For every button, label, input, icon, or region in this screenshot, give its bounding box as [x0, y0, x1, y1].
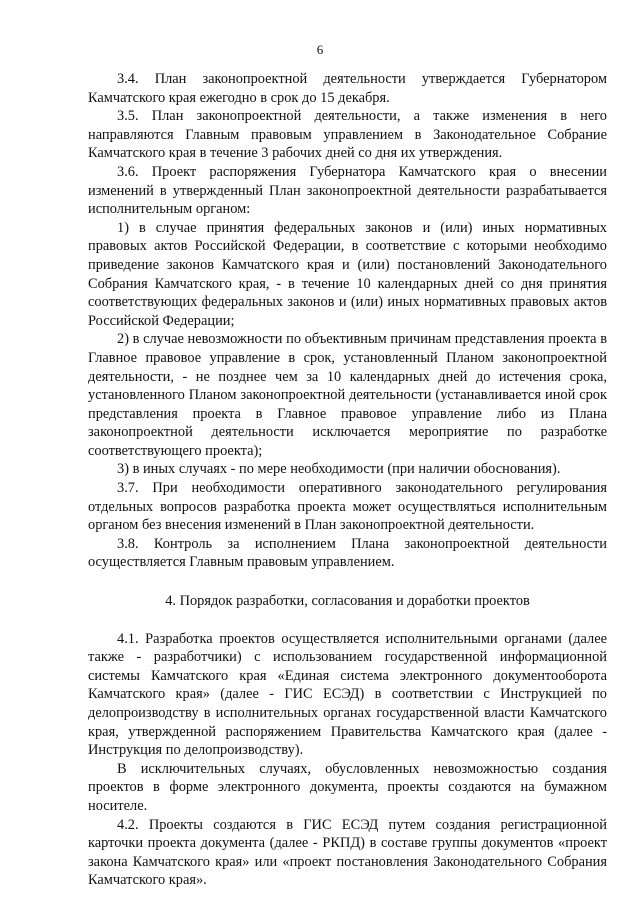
document-body: [88, 70, 607, 890]
paragraph-3-4: 3.4. План законопроектной деятельности утверждается Губернатором Камчатского края ежегодно в срок до 15 декабря.: [88, 71, 607, 106]
paragraph-4-1: 4.1. Разработка проектов осуществляется исполнительными органами (далее также - разработчики) с использованием государственной информационной системы Камчатского края «Единая система электронного документооборота Камчатского края» (далее - ГИС ЕСЭД) в соответствии с Инструкцией по делопроизводству в исполнительных органах государственной власти Камчатского края, утвержденной распоряжением Правительства Камчатского края (далее - Инструкция по делопроизводству).: [88, 630, 607, 759]
paragraph-3-6: 3.6. Проект распоряжения Губернатора Камчатского края о внесении изменений в утвержденный План законопроектной деятельности разрабатывается исполнительным органом:: [88, 163, 607, 218]
list-item-1: 1) в случае принятия федеральных законов и (или) иных нормативных правовых актов Российской Федерации, в соответствие с которыми необходимо приведение законов Камчатского края и (или) постановлений Законодательного Собрания Камчатского края, - в течение 10 календарных дней со дня принятия соответствующих федеральных законов и (или) иных нормативных правовых актов Российской Федерации;: [88, 219, 607, 329]
paragraph-3-8: 3.8. Контроль за исполнением Плана законопроектной деятельности осуществляется Главным правовым управлением.: [88, 535, 607, 571]
list-item-2: 2) в случае невозможности по объективным причинам представления проекта в Главное правовое управление в срок, установленный Планом законопроектной деятельности, - не позднее чем за 10 календарных дней до истечения срока, установленного Планом законопроектной деятельности (устанавливается иной срок представления проекта в Главное правовое управление либо из Плана законопроектной деятельности исключается мероприятие по разработке соответствующего проекта);: [88, 331, 607, 459]
list-item-3: 3) в иных случаях - по мере необходимости (при наличии обоснования).: [117, 461, 561, 478]
paragraph-4-2: 4.2. Проекты создаются в ГИС ЕСЭД путем создания регистрационной карточки проекта документа (далее - РКПД) в составе группы документов «проект закона Камчатского края» или «проект постановления Законодательного Собрания Камчатского края».: [88, 816, 607, 889]
section-4-heading: 4. Порядок разработки, согласования и доработки проектов: [165, 593, 530, 610]
page-number: 6: [316, 42, 324, 57]
paragraph-3-5: 3.5. План законопроектной деятельности, а также изменения в него направляются Главным правовым управлением в Законодательное Собрание Камчатского края в течение 3 рабочих дней со дня их утверждения.: [88, 108, 607, 162]
paragraph-3-7: 3.7. При необходимости оперативного законодательного регулирования отдельных вопросов разработка проекта может осуществляться исполнительным органом без внесения изменений в План законопроектной деятельности.: [88, 480, 607, 534]
paragraph-exceptional-cases: В исключительных случаях, обусловленных невозможностью создания проектов в форме электронного документа, проекты создаются на бумажном носителе.: [88, 760, 607, 814]
